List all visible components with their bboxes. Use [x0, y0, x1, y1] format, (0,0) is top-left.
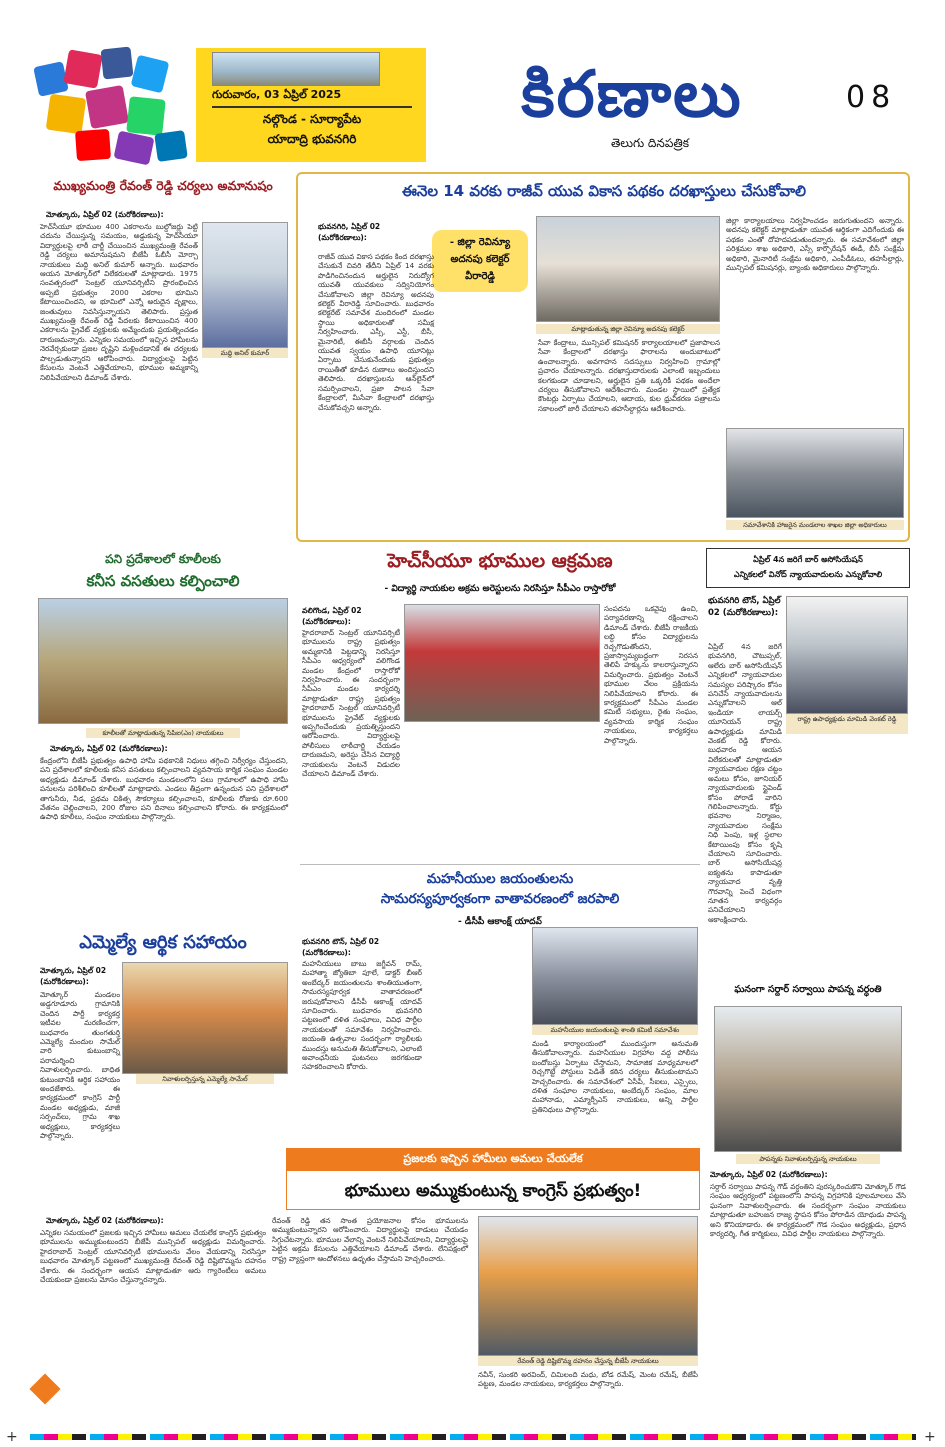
- story-subhead: - విద్యార్థి నాయకుల అక్రమ అరెస్టులను నిరసిస్తూ సీపీఎం రాస్తారోకో: [384, 584, 616, 594]
- quote-line-1: - జిల్లా రెవిన్యూ: [449, 237, 511, 248]
- story-dateline: మోత్కూరు, ఏప్రిల్ 02 (మరోకిరణాలు):: [710, 1170, 828, 1179]
- story-body: హెచ్‌సీయూ భూముల 400 ఎకరాలను బుల్డోజర్లు పెట్టి చదును చేయిస్తున్న సమయం, అడ్డుకున్న హెచ్‌సీయూ విద్యార్థులపై లాఠీ చార్జీ చేయించిన ముఖ్యమంత్రి రేవంత్ రెడ్డి చర్యలు అమానుషమని బీజేపీ ఓబీసీ మోర్చా నాయకులు మద్ది అనిల్ కుమార్ అన్నారు. బుధవారం ఆయన మోత్కూర్‌లో విలేకరులతో మాట్లాడారు. 1975 సంవత్సరంలో సెంట్రల్ యూనివర్సిటీని ప్రారంభించిన అప్పటి ప్రభుత్వం 2000 ఎకరాల భూమిని కేటాయించిందని, ఆ భూమిలో ఎన్నో అరుదైన వృక్షాలు, జంతువులు నివసిస్తున్నాయని తెలిపారు. ప్రస్తుత ముఖ్యమంత్రి రేవంత్ రెడ్డి పేదలకు కేటాయించిన 400 ఎకరాలను ప్రైవేట్ వ్యక్తులకు అమ్మేందుకు ప్రయత్నించడం దారుణమన్నారు. ఎన్నికల సమయంలో ఇచ్చిన హామీలను నెరవేర్చకుండా ప్రజల దృష్టిని మళ్లించడానికే ఈ చర్యలకు పాల్పడుతున్నారని ఆరోపించారు. విద్యార్థులపై పెట్టిన కేసులను వెంటనే ఎత్తివేయాలని, భూముల అమ్మకాన్ని నిలిపివేయాలని డిమాండ్ చేశారు.: [40, 222, 198, 382]
- story-body-col3: సంపదను ఒకవైపు ఉంచి, పర్యావరణాన్ని రక్షించాలని డిమాండ్ చేశారు. బీజేపీ రాజకీయ లబ్ధి కోసం విద్యార్థులను రెచ్చగొడుతోందని, ప్రజాస్వామ్యబద్ధంగా నిరసన తెలిపే హక్కును కాలరాస్తున్నారని విమర్శించారు. ప్రభుత్వం వెంటనే భూముల వేలం ప్రక్రియను నిలిపివేయాలని కోరారు. ఈ కార్యక్రమంలో సీపీఎం మండల కమిటీ సభ్యులు, రైతు సంఘం, వ్యవసాయ కార్మిక సంఘం నాయకులు, కార్యకర్తలు పాల్గొన్నారు.: [604, 604, 698, 745]
- quote-line-2: అదనపు కలెక్టర్: [450, 254, 510, 265]
- story-body-col2: [404, 726, 600, 854]
- story-body-col3: నవీన్, సుంకరి అరవింద్, చిమిలంది మధు, బోడ రమేష్, మెంట రమేష్, బీజేపీ పట్టణ, మండల నాయకులు, కార్యకర్తలు పాల్గొన్నారు.: [478, 1370, 698, 1389]
- story-body-col1: మహనీయులు బాబు జగ్జీవన్ రామ్, మహాత్మా జ్యోతిబా పూలే, డాక్టర్ బీఆర్ అంబేద్కర్ జయంతులను శాంతియుతంగా, సామరస్యపూర్వక వాతావరణంలో జరుపుకోవాలని డీసీపీ ఆకాంక్ష్ యాదవ్ సూచించారు. బుధవారం భువనగిరి పట్టణంలో దళిత సంఘాలు, వివిధ పార్టీల నాయకులతో సమావేశం నిర్వహించారు. జయంతి ఉత్సవాల సందర్భంగా ర్యాలీలకు ముందస్తు అనుమతి తీసుకోవాలని, ఎలాంటి అవాంఛనీయ ఘటనలు జరగకుండా సహకరించాలని కోరారు.: [302, 959, 422, 1072]
- story-headline: [706, 548, 910, 588]
- story-body-col3: మండి కార్యాలయంలో ముందుస్తుగా అనుమతి తీసుకోవాలన్నారు. మహనీయుల విగ్రహాల వద్ద పోలీసు బందోబస్తు ఏర్పాటు చేస్తామని, సామాజిక మాధ్యమాలలో రెచ్చగొట్టే పోస్టులు పెడితే కఠిన చర్యలు తీసుకుంటామని హెచ్చరించారు. ఈ సమావేశంలో ఏసీపీ, సీఐలు, ఎస్సైలు, దళిత సంఘాల నాయకులు, అంబేద్కర్ సంఘం, మాల మహానాడు, ఎమ్మార్పీఎస్ నాయకులు, అన్ని పార్టీల ప్రతినిధులు పాల్గొన్నారు.: [532, 1039, 698, 1114]
- story-photo: [404, 604, 600, 722]
- print-registration-bar: [0, 1428, 945, 1447]
- story-hcu-land: [300, 548, 700, 862]
- story-body-col2: [438, 298, 532, 534]
- story-photo: [536, 216, 720, 322]
- story-headline: ఎమ్మెల్యే ఆర్థిక సహాయం: [79, 932, 247, 953]
- photo-caption: కూలీలతో మాట్లాడుతున్న సిపిఐ(ఎం) నాయకులు: [86, 728, 240, 738]
- photo-caption-2: సమావేశానికి హాజరైన మండలాల శాఖల జిల్లా అధికారులు: [726, 520, 904, 530]
- story-photo: [122, 962, 288, 1074]
- page-number: 08: [846, 80, 897, 115]
- story-dateline: భువనగిరి టౌన్, ఏప్రిల్ 02 (మరోకిరణాలు):: [302, 937, 380, 957]
- story-body-continued: [40, 360, 288, 540]
- story-byline: - డీసీపీ ఆకాంక్ష్ యాదవ్: [458, 917, 542, 927]
- story-dateline: వలిగొండ, ఏప్రిల్ 02 (మరోకిరణాలు):: [302, 606, 362, 626]
- story-rajiv-yuva-vikasam: [296, 172, 910, 542]
- story-photo: [478, 1216, 698, 1356]
- story-photo: [532, 927, 698, 1025]
- story-land-sale: [36, 1148, 700, 1424]
- story-headline: భూములు అమ్ముకుంటున్న కాంగ్రెస్ ప్రభుత్వం!: [344, 1181, 642, 1201]
- quote-box: [432, 230, 528, 292]
- story-photo: [786, 596, 908, 714]
- masthead-districts-1: నల్గొండ - సూర్యాపేట: [262, 112, 362, 126]
- photo-caption: మహనీయుల జయంతులపై శాంతి కమిటీ సమావేశం: [532, 1025, 698, 1035]
- story-headline: హెచ్‌సీయూ భూముల ఆక్రమణ: [387, 550, 613, 572]
- story-papanna: [706, 984, 910, 1424]
- story-photo: [714, 1006, 902, 1152]
- masthead-districts-2: యాదాద్రి భువనగిరి: [267, 132, 357, 146]
- story-headline-line1: మహనీయుల జయంతులను: [426, 871, 574, 887]
- masthead: [0, 0, 945, 168]
- masthead-date: గురువారం, 03 ఏప్రిల్ 2025: [212, 88, 342, 101]
- registration-mark-left: +: [6, 1429, 18, 1445]
- story-body-col1: హైదరాబాద్ సెంట్రల్ యూనివర్సిటీ భూములను రాష్ట్ర ప్రభుత్వం అమ్మకానికి పెట్టడాన్ని నిరసిస్తూ సీపీఎం ఆధ్వర్యంలో వలిగొండ మండల కేంద్రంలో రాస్తారోకో నిర్వహించారు. ఈ సందర్భంగా సీపీఎం మండల కార్యదర్శి మాట్లాడుతూ రాష్ట్ర ప్రభుత్వం హైదరాబాద్ సెంట్రల్ యూనివర్సిటీ భూములను ప్రైవేట్ వ్యక్తులకు అప్పగించేందుకు ప్రయత్నిస్తుందని ఆరోపించారు. విద్యార్థులపై పోలీసులు లాఠీచార్జి చేయడం దారుణమని, అరెస్టు చేసిన విద్యార్థి నాయకులను వెంటనే విడుదల చేయాలని డిమాండ్ చేశారు.: [302, 628, 400, 779]
- story-cm-actions: [36, 174, 290, 550]
- story-body-col2: రేవంత్ రెడ్డి తన సొంత ప్రయోజనాల కోసం భూములను అమ్ముకుంటున్నారని ఆరోపించారు. విద్యార్థులపై దాడులు చేయడం సిగ్గుచేటన్నారు. భూముల వేలాన్ని వెంటనే నిలిపివేయాలని, విద్యార్థులపై పెట్టిన అక్రమ కేసులను ఎత్తివేయాలని డిమాండ్ చేశారు. లేనిపక్షంలో రాష్ట్ర వ్యాప్తంగా ఆందోళనలు ఉధృతం చేస్తామని హెచ్చరించారు.: [272, 1216, 468, 1263]
- masthead-divider: [212, 106, 412, 108]
- story-body: మోత్కూర్ మండలం అడ్డగూడూరు గ్రామానికి చెందిన పార్టీ కార్యకర్త ఇటీవల మరణించగా, బుధవారం తుంగతుర్తి ఎమ్మెల్యే మందుల సామేల్ వారి కుటుంబాన్ని పరామర్శించి నివాళులర్పించారు. బాధిత కుటుంబానికి ఆర్థిక సహాయం అందజేశారు. ఈ కార్యక్రమంలో కాంగ్రెస్ పార్టీ మండల అధ్యక్షుడు, మాజీ సర్పంచ్‌లు, గ్రామ శాఖ అధ్యక్షులు, కార్యకర్తలు పాల్గొన్నారు.: [40, 990, 120, 1141]
- kicker-banner: [286, 1148, 700, 1170]
- photo-caption: మాట్లాడుతున్న జిల్లా రెవిన్యూ అదనపు కలెక్టర్: [536, 324, 720, 334]
- quote-line-3: వీరారెడ్డి: [465, 271, 495, 282]
- story-body-col2: [426, 937, 528, 1139]
- story-dateline: మోత్కూరు, ఏప్రిల్ 02 (మరోకిరణాలు):: [46, 1216, 164, 1225]
- story-dateline: మోత్కూరు, ఏప్రిల్ 02 (మరోకిరణాలు):: [46, 210, 164, 219]
- registration-mark-right: +: [924, 1429, 936, 1445]
- story-body: సర్దార్ సర్వాయి పాపన్న గౌడ్ వర్ధంతిని పురస్కరించుకొని మోత్కూర్ గౌడ సంఘం ఆధ్వర్యంలో పట్టణంలోని పాపన్న విగ్రహానికి పూలమాలలు వేసి ఘనంగా నివాళులర్పించారు. ఈ సందర్భంగా సంఘం నాయకులు మాట్లాడుతూ బహుజన రాజ్య స్థాపన కోసం పోరాడిన యోధుడు పాపన్న అని కొనియాడారు. ఈ కార్యక్రమంలో గౌడ సంఘం అధ్యక్షుడు, ప్రధాన కార్యదర్శి, గీత కార్మికులు, వివిధ పార్టీల నాయకులు పాల్గొన్నారు.: [710, 1182, 906, 1239]
- story-headline: ఈనెల 14 వరకు రాజీవ్ యువ వికాస పథకం దరఖాస్తులు చేసుకోవాలి: [401, 182, 807, 200]
- masthead-subtitle: తెలుగు దినపత్రిక: [610, 136, 690, 150]
- story-body-col1: రాజీవ్ యువ వికాస పథకం కింద దరఖాస్తు చేసుకునే చివరి తేదీని ఏప్రిల్ 14 వరకు పొడిగించినందున అర్హులైన నిరుద్యోగ యువతీ యువకులు సద్వినియోగం చేసుకోవాలని జిల్లా రెవిన్యూ అదనపు కలెక్టర్ వీరారెడ్డి సూచించారు. బుధవారం కలెక్టరేట్ సమావేశ మందిరంలో మండల స్థాయి అధికారులతో సమీక్ష నిర్వహించారు. ఎస్సీ, ఎస్టీ, బీసీ, మైనారిటీ, ఈబీసీ వర్గాలకు చెందిన యువత స్వయం ఉపాధి యూనిట్లు ఏర్పాటు చేసుకునేందుకు ప్రభుత్వం రాయితీతో కూడిన రుణాలు అందిస్తుందని తెలిపారు. దరఖాస్తులను ఆన్‌లైన్‌లో సమర్పించాలని, ప్రజా పాలన సేవా కేంద్రాలలో, మీసేవా కేంద్రాలలో దరఖాస్తు చేసుకోవచ్చని అన్నారు.: [318, 252, 434, 412]
- story-labourers: [36, 552, 290, 922]
- story-headline-line2: సామరస్యపూర్వకంగా వాతావరణంలో జరపాలి: [380, 891, 620, 907]
- story-photo: [38, 598, 288, 724]
- story-dateline: మోత్కూరు, ఏప్రిల్ 02 (మరోకిరణాలు):: [50, 744, 168, 753]
- photo-caption: రాష్ట్ర ఉపాధ్యక్షుడు మామిడి వెంకట్ రెడ్డి: [786, 714, 908, 734]
- story-headline: ఘనంగా సర్దార్ సర్వాయి పాపన్న వర్ధంతి: [734, 984, 882, 995]
- color-calibration-strip: [30, 1434, 916, 1440]
- masthead-title: కిరణాలు: [521, 58, 743, 132]
- story-mla-help: [36, 928, 290, 1143]
- story-dateline: మోత్కూరు, ఏప్రిల్ 02 (మరోకిరణాలు):: [40, 966, 107, 986]
- story-dateline: భువనగిరి, ఏప్రిల్ 02 (మరోకిరణాలు):: [318, 222, 381, 242]
- story-body-col3: సేవా కేంద్రాలు, మున్సిపల్ కమిషనర్ కార్యాలయాలలో ప్రజాపాలన సేవా కేంద్రాలలో దరఖాస్తు ఫారాలను అందుబాటులో ఉంచాలన్నారు. అవగాహన సదస్సులు నిర్వహించి గ్రామాల్లో ప్రచారం చేయాలన్నారు. దరఖాస్తుదారులకు ఎలాంటి ఇబ్బందులు కలగకుండా చూడాలని, అర్హులైన ప్రతి ఒక్కరికీ పథకం అందేలా చర్యలు తీసుకోవాలని ఆదేశించారు. మండల స్థాయిలో ప్రత్యేక కౌంటర్లు ఏర్పాటు చేయాలని, ఆదాయ, కుల ధ్రువీకరణ పత్రాలను సకాలంలో జారీ చేయాలని తహసీల్దార్లను ఆదేశించారు.: [538, 338, 720, 413]
- headline-line1: ఏప్రిల్ 4న జరిగే బార్ అసోసియేషన్: [753, 555, 863, 564]
- story-headline-line2: కనీస వసతులు కల్పించాలి: [86, 572, 240, 590]
- story-photo-2: [726, 428, 904, 518]
- story-body-col1: ఎన్నికల సమయంలో ప్రజలకు ఇచ్చిన హామీలు అమలు చేయలేక కాంగ్రెస్ ప్రభుత్వం భూములను అమ్ముకుంటుందని బీజేపీ మున్సిపల్ అధ్యక్షుడు విమర్శించారు. హైదరాబాద్ సెంట్రల్ యూనివర్సిటీ భూములను వేలం వేయడాన్ని నిరసిస్తూ బుధవారం మోత్కూర్ పట్టణంలో ముఖ్యమంత్రి రేవంత్ రెడ్డి దిష్టిబొమ్మను దహనం చేశారు. ఈ సందర్భంగా ఆయన మాట్లాడుతూ ఆరు గ్యారెంటీలు అమలు చేయకుండా ప్రజలను మోసం చేస్తున్నారన్నారు.: [40, 1228, 266, 1285]
- story-headline-line1: పని ప్రదేశాలలో కూలీలకు: [105, 552, 221, 566]
- story-dateline: భువనగిరి టౌన్, ఏప్రిల్ 02 (మరోకిరణాలు):: [708, 596, 781, 618]
- story-kicker: ప్రజలకు ఇచ్చిన హామీలు అమలు చేయలేక: [403, 1152, 583, 1165]
- story-headline: ముఖ్యమంత్రి రేవంత్ రెడ్డి చర్యలు అమానుషం: [53, 178, 273, 193]
- story-body-col4: జిల్లా కార్యాలయాలు నిర్వహించడం జరుగుతుందని అన్నారు. అదనపు కలెక్టర్ మాట్లాడుతూ యువత ఆర్థికంగా ఎదిగేందుకు ఈ పథకం ఎంతో దోహదపడుతుందన్నారు. ఈ సమావేశంలో జిల్లా పరిశ్రమల శాఖ అధికారి, ఎస్సీ కార్పొరేషన్ ఈడీ, బీసీ సంక్షేమ అధికారి, మైనారిటీ సంక్షేమ అధికారి, ఎంపీడీఓలు, తహసీల్దార్లు, మున్సిపల్ కమిషనర్లు, బ్యాంకు అధికారులు పాల్గొన్నారు.: [726, 216, 904, 273]
- social-media-cubes-illustration: [36, 44, 196, 162]
- story-bar-association: [706, 548, 910, 980]
- photo-caption: పాపన్నకు నివాళులర్పిస్తున్న నాయకులు: [736, 1154, 880, 1164]
- bottom-left-accent: [36, 1148, 286, 1210]
- photo-caption: రేవంత్ రెడ్డి దిష్టిబొమ్మ దహనం చేస్తున్న బీజేపీ నాయకులు: [478, 1356, 698, 1366]
- story-photo: [202, 222, 288, 348]
- photo-caption: మద్ది అనిల్ కుమార్: [202, 348, 288, 358]
- story-body: కేంద్రంలోని బీజేపీ ప్రభుత్వం ఉపాధి హామీ పథకానికి నిధులు తగ్గించి నిర్వీర్యం చేస్తుందని, పని ప్రదేశాలలో కూలీలకు కనీస వసతులు కల్పించాలని వ్యవసాయ కార్మిక సంఘం మండల అధ్యక్షుడు డిమాండ్ చేశారు. బుధవారం మండలంలోని పలు గ్రామాలలో ఉపాధి హామీ పనులను పరిశీలించి కూలీలతో మాట్లాడారు. ఎండలు తీవ్రంగా ఉన్నందున పని ప్రదేశాలలో తాగునీరు, నీడ, ప్రథమ చికిత్స సౌకర్యాలు కల్పించాలని, కూలీలకు రోజుకు రూ.600 వేతనం చెల్లించాలని, 200 రోజుల పని దినాలు కల్పించాలని కోరారు. ఈ కార్యక్రమంలో ఉపాధి కూలీలు, సంఘం నాయకులు పాల్గొన్నారు.: [40, 756, 288, 822]
- photo-caption: నివాళులర్పిస్తున్న ఎమ్మెల్యే సామేల్: [136, 1074, 274, 1084]
- story-jayanti: [300, 864, 700, 1144]
- temple-photo: [212, 52, 380, 86]
- story-body: ఏప్రిల్ 4న జరిగే భువనగిరి, చౌటుప్పల్, ఆలేరు బార్ అసోసియేషన్ ఎన్నికలలో న్యాయవాదుల సమస్యల పరిష్కారం కోసం పనిచేసే న్యాయవాదులను ఎన్నుకోవాలని ఆల్ ఇండియా లాయర్స్ యూనియన్ రాష్ట్ర ఉపాధ్యక్షుడు మామిడి వెంకట్ రెడ్డి కోరారు. బుధవారం ఆయన విలేకరులతో మాట్లాడుతూ న్యాయవాదుల రక్షణ చట్టం అమలు కోసం, జూనియర్ న్యాయవాదులకు స్టైపెండ్ కోసం పోరాడే వారిని గెలిపించాలన్నారు. కోర్టు భవనాల నిర్మాణం, న్యాయవాదుల సంక్షేమ నిధి పెంపు, ఇళ్ల స్థలాల కేటాయింపు కోసం కృషి చేయాలని సూచించారు. బార్ అసోసియేషన్ల ఐక్యతను కాపాడుతూ న్యాయవాద వృత్తి గౌరవాన్ని పెంచే విధంగా నూతన కార్యవర్గం పనిచేయాలని ఆకాంక్షించారు.: [708, 642, 782, 924]
- headline-banner: [286, 1170, 700, 1210]
- headline-line2: ఎన్నికలలో వినోద్ న్యాయవాదులను ఎన్నుకోవాలి: [733, 570, 883, 579]
